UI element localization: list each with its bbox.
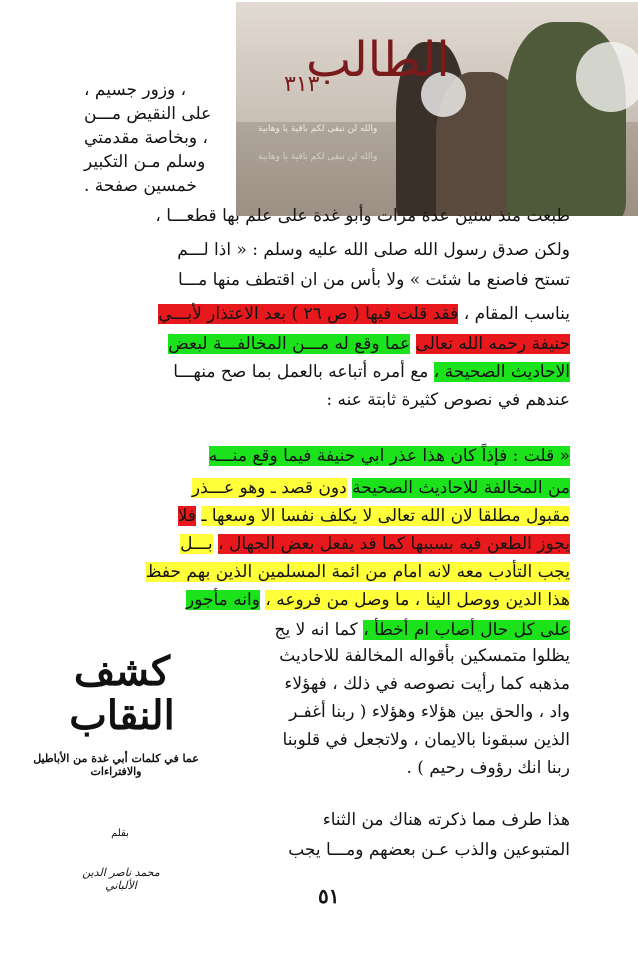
book-cover-by: بقلم [111, 828, 129, 839]
text-line: ربنا انك رؤوف رحيم ) . [406, 758, 570, 778]
book-cover-subtitle: عما في كلمات أبي غدة من الأباطيل والافتراءات [33, 752, 199, 778]
book-cover-title: كشف النقاب [69, 648, 175, 739]
green-highlight: من المخالفة للاحاديث الصحيحة [352, 478, 570, 498]
red-highlight: حنيفة رحمه الله تعالى [415, 334, 570, 354]
text-line: الذين سبقونا بالايمان ، ولاتجعل في قلوبنا [282, 730, 570, 750]
text-line: عندهم في نصوص كثيرة ثابتة عنه : [326, 390, 570, 410]
overlay-number: ٣١٣ [284, 72, 320, 97]
text-line [168, 332, 570, 356]
green-highlight: الاحاديث الصحيحة ، [433, 362, 570, 382]
green-highlight: على كل حال أصاب ام أخطأ ، [363, 620, 570, 640]
text-line: واد ، والحق بين هؤلاء وهؤلاء ( ربنا أغفـر [289, 702, 570, 722]
overlay-subtitle: والله لن تبقى لكم باقية يا وهابية [258, 124, 378, 134]
text-line [186, 588, 570, 612]
text-line [173, 360, 570, 384]
text-line: وسلم مـن التكبير [84, 152, 206, 172]
green-highlight: وانه مأجور [186, 590, 260, 610]
overlay-banner-image [236, 2, 638, 216]
book-cover-author: محمد ناصر الدين الألباني [82, 866, 160, 892]
text-line: المتبوعين والذب عـن بعضهم ومـــا يجب [288, 840, 570, 860]
text-line [192, 476, 570, 500]
text-line: على النقيض مـــن [84, 104, 212, 124]
text-line: ولكن صدق رسول الله صلى الله عليه وسلم : « اذا لـــم [177, 240, 570, 260]
overlay-subtitle-echo: والله لن تبقى لكم باقية يا وهابية [258, 152, 378, 162]
text-line: طبعت منذ سنين عدة مرات وأبو غدة على علم بها قطعـــا ، [155, 206, 570, 226]
text-line [180, 532, 570, 556]
text-line [158, 302, 570, 326]
plain-text: مع أمره أتباعه بالعمل بما صح منهـــا [173, 362, 429, 382]
text-line: مذهبه كما رأيت نصوصه في ذلك ، فهؤلاء [284, 674, 570, 694]
text-line [274, 618, 570, 642]
green-highlight: « قلت : فإذاً كان هذا عذر ابي حنيفة فيما وقع منـــه [208, 446, 570, 466]
text-line: ، وزور جسيم ، [84, 80, 187, 100]
text-line: ، وبخاصة مقدمتي [84, 128, 208, 148]
text-line: يظلوا متمسكين بأقواله المخالفة للاحاديث [279, 646, 570, 666]
yellow-highlight: بـــل [180, 534, 213, 554]
text-line: خمسين صفحة . [84, 176, 197, 196]
text-line [178, 504, 570, 528]
text-line [146, 560, 570, 584]
yellow-highlight: دون قصد ـ وهو عـــذر [191, 478, 347, 498]
yellow-highlight: هذا الدين ووصل الينا ، ما وصل من فروعه ، [265, 590, 570, 610]
text-line: هذا طرف مما ذكرته هناك من الثناء [322, 810, 570, 830]
page-number: ٥١ [318, 884, 340, 908]
red-highlight: فلا [177, 506, 197, 526]
plain-text: يناسب المقام ، [463, 304, 570, 324]
red-highlight: فقد قلت فيها ( ص ٢٦ ) بعد الاعتذار لأبـــي [158, 304, 459, 324]
overlay-title: الطالب [306, 32, 450, 88]
red-highlight: يجوز الطعن فيه بسببها كما قد يفعل بعض الجهال ، [218, 534, 570, 554]
yellow-highlight: مقبول مطلقا لان الله تعالى لا يكلف نفسا الا وسعها ـ [201, 506, 570, 526]
plain-text: كما انه لا يج [274, 620, 358, 640]
text-line [209, 444, 570, 468]
text-line: تستح فاصنع ما شئت » ولا بأس من ان اقتطف منها مـــا [178, 270, 570, 290]
green-highlight: عما وقع له مـــن المخالفـــة لبعض [168, 334, 411, 354]
yellow-highlight: يجب التأدب معه لانه امام من ائمة المسلمين الذين بهم حفظ [145, 562, 570, 582]
